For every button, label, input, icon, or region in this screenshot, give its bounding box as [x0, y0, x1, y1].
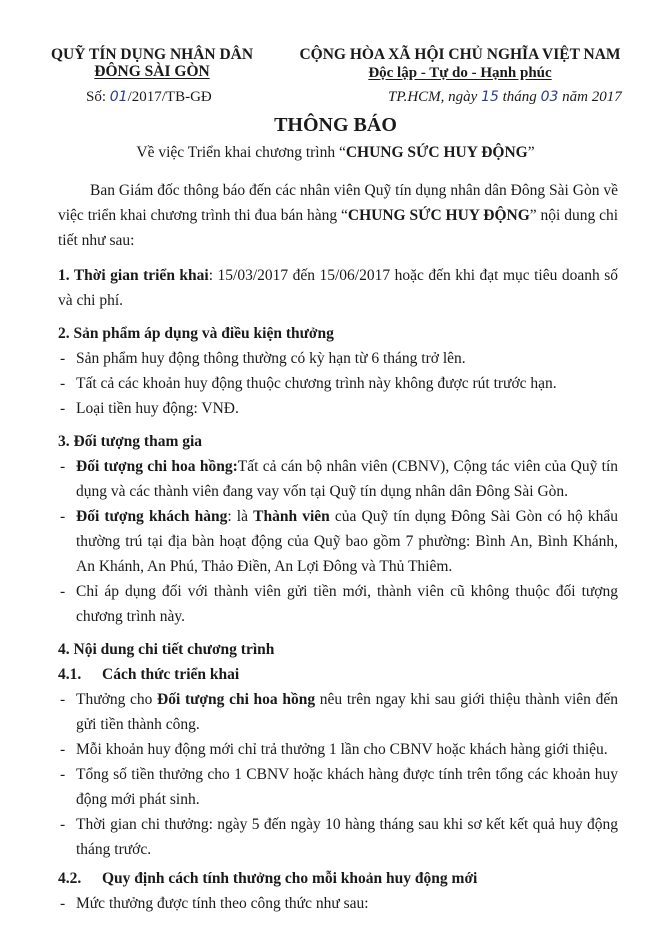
handwritten-day: 15	[481, 89, 499, 105]
org-name-line2: ĐÔNG SÀI GÒN	[94, 63, 210, 80]
list-item: - Loại tiền huy động: VNĐ.	[58, 396, 618, 421]
list-item: - Đối tượng chi hoa hồng:Tất cả cán bộ nhân viên (CBNV), Cộng tác viên của Quỹ tín dụng và các thành viên đang vay vốn tại Quỹ tín dụng nhân dân Đông Sài Gòn.	[58, 454, 618, 504]
list-item: - Đối tượng khách hàng: là Thành viên của Quỹ tín dụng Đông Sài Gòn có hộ khẩu thường trú tại địa bàn hoạt động của Quỹ bao gồm 7 phường: Bình An, Bình Khánh, An Khánh, An Phú, Thảo Điền, An Lợi Đông và Thủ Thiêm.	[58, 504, 618, 579]
document-number: Số: 01/2017/TB-GĐ	[86, 89, 212, 105]
document-body	[58, 178, 618, 916]
list-item: - Mỗi khoản huy động mới chỉ trả thưởng 1 lần cho CBNV hoặc khách hàng giới thiệu.	[58, 737, 618, 762]
section-4-1-heading: 4.1. Cách thức triển khai	[58, 666, 240, 683]
section-4-2-heading: 4.2. Quy định cách tính thưởng cho mỗi khoản huy động mới	[58, 870, 478, 887]
list-item: - Chỉ áp dụng đối với thành viên gửi tiền mới, thành viên cũ không thuộc đối tượng chương trình này.	[58, 579, 618, 629]
section-2-heading: 2. Sản phẩm áp dụng và điều kiện thưởng	[58, 325, 334, 342]
organization-header	[42, 46, 262, 80]
list-item: - Thời gian chi thưởng: ngày 5 đến ngày 10 hàng tháng sau khi sơ kết kết quả huy động tháng trước.	[58, 812, 618, 862]
org-name-line1: QUỸ TÍN DỤNG NHÂN DÂN	[50, 46, 254, 63]
list-item: - Sản phẩm huy động thông thường có kỳ hạn từ 6 tháng trở lên.	[58, 346, 618, 371]
nation-motto: Độc lập - Tự do - Hạnh phúc	[368, 65, 552, 81]
document-subject: Về việc Triển khai chương trình “CHUNG SỨC HUY ĐỘNG”	[136, 144, 535, 161]
section-4-heading: 4. Nội dung chi tiết chương trình	[58, 641, 275, 658]
handwritten-month: 03	[540, 89, 559, 105]
nation-header	[290, 46, 630, 82]
section-1: 1. Thời gian triển khai: 15/03/2017 đến 15/06/2017 hoặc đến khi đạt mục tiêu doanh số và chi phí.	[58, 267, 619, 309]
list-item: - Mức thưởng được tính theo công thức như sau:	[58, 891, 618, 916]
list-item: - Tất cả các khoản huy động thuộc chương trình này không được rút trước hạn.	[58, 371, 618, 396]
intro-paragraph: Ban Giám đốc thông báo đến các nhân viên Quỹ tín dụng nhân dân Đông Sài Gòn về việc triển khai chương trình thi đua bán hàng “CHUNG SỨC HUY ĐỘNG” nội dung chi tiết như sau:	[58, 182, 619, 249]
list-item: - Tổng số tiền thưởng cho 1 CBNV hoặc khách hàng được tính trên tổng các khoản huy động mới phát sinh.	[58, 762, 618, 812]
handwritten-number: 01	[109, 89, 128, 105]
section-3-heading: 3. Đối tượng tham gia	[58, 433, 203, 450]
nation-name: CỘNG HÒA XÃ HỘI CHỦ NGHĨA VIỆT NAM	[299, 46, 621, 63]
document-date: TP.HCM, ngày 15 tháng 03 năm 2017	[388, 89, 622, 105]
list-item: - Thưởng cho Đối tượng chi hoa hồng nêu trên ngay khi sau giới thiệu thành viên đến gửi tiền thành công.	[58, 687, 618, 737]
document-title: THÔNG BÁO	[274, 114, 397, 136]
